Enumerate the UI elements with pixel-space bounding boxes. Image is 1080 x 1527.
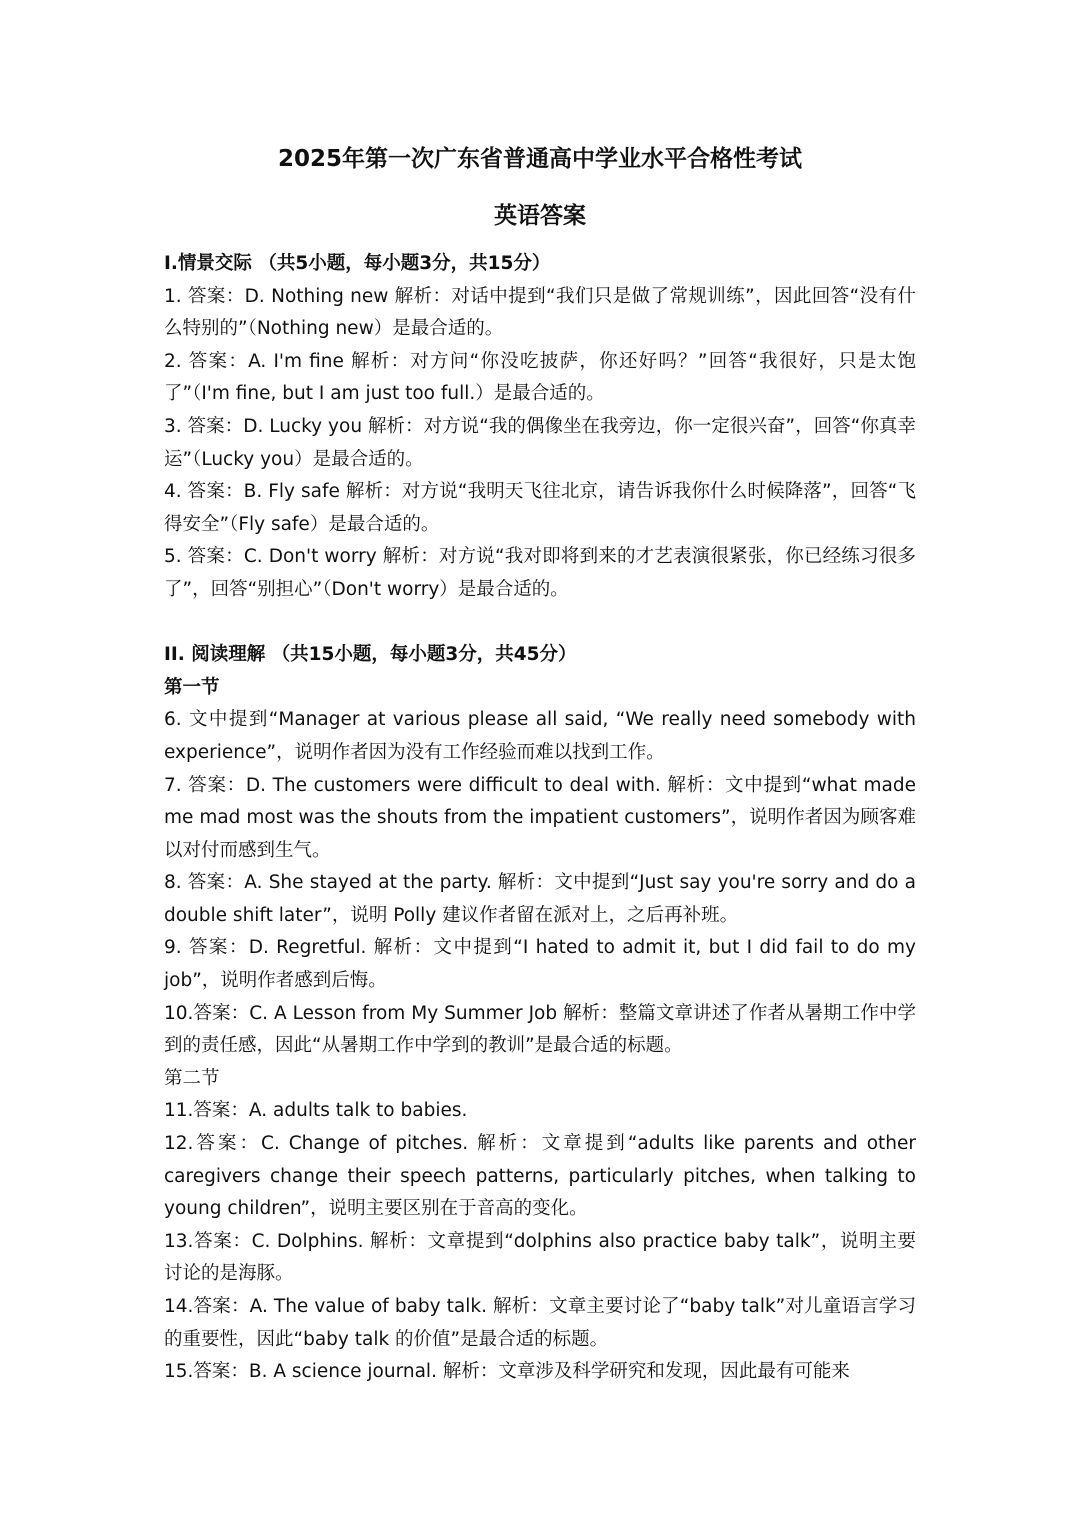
answer-item-15: 15.答案：B. A science journal. 解析：文章涉及科学研究和发现，因此最有可能来 <box>164 1361 850 1383</box>
answer-item-7: 7. 答案：D. The customers were difficult to deal with. 解析：文中提到“what made me mad most was the shouts from the impatient customers”，说明作者因为顾客难以对付而感到生气。 <box>164 774 916 861</box>
answer-item-14: 14.答案：A. The value of baby talk. 解析：文章主要讨论了“baby talk”对儿童语言学习的重要性，因此“baby talk 的价值”是最合适的标题。 <box>164 1296 916 1350</box>
answer-item-2: 2. 答案：A. I'm fine 解析：对方问“你没吃披萨，你还好吗？”回答“我很好，只是太饱了”（I'm fine, but I am just too full.）是最合适的。 <box>164 350 916 405</box>
answer-item-13: 13.答案：C. Dolphins. 解析：文章提到“dolphins also practice baby talk”，说明主要讨论的是海豚。 <box>164 1230 916 1285</box>
answer-item-8: 8. 答案：A. She stayed at the party. 解析：文中提到“Just say you're sorry and do a double shift later”，说明 Polly 建议作者留在派对上，之后再补班。 <box>164 872 916 926</box>
answer-item-3: 3. 答案：D. Lucky you 解析：对方说“我的偶像坐在我旁边，你一定很兴奋”，回答“你真幸运”（Lucky you）是最合适的。 <box>164 415 916 470</box>
section-2-heading: II. 阅读理解 （共15小题，每小题3分，共45分） <box>164 644 577 666</box>
answer-item-5: 5. 答案：C. Don't worry 解析：对方说“我对即将到来的才艺表演很紧张，你已经练习很多了”，回答“别担心”（Don't worry）是最合适的。 <box>164 546 916 600</box>
section-spacer <box>164 607 916 640</box>
answer-content <box>164 248 916 1389</box>
part-2-label: 第二节 <box>164 1067 220 1089</box>
answer-item-6: 6. 文中提到“Manager at various please all said, “We really need somebody with experience”，说明作者因为没有工作经验而难以找到工作。 <box>164 709 916 763</box>
section-1-heading: Ⅰ.情景交际 （共5小题，每小题3分，共15分） <box>164 253 551 274</box>
answer-item-12: 12.答案：C. Change of pitches. 解析：文章提到“adults like parents and other caregivers change their speech patterns, particularly pitches, when talking to young children”，说明主要区别在于音高的变化。 <box>164 1133 916 1220</box>
answer-item-9: 9. 答案：D. Regretful. 解析：文中提到“I hated to admit it, but I did fail to do my job”，说明作者感到后悔。 <box>164 937 916 992</box>
document-title: 2025年第一次广东省普通高中学业水平合格性考试 <box>277 146 802 172</box>
document-subtitle: 英语答案 <box>494 203 586 229</box>
answer-item-4: 4. 答案：B. Fly safe 解析：对方说“我明天飞往北京，请告诉我你什么时候降落”，回答“飞得安全”（Fly safe）是最合适的。 <box>164 481 916 535</box>
answer-item-1: 1. 答案：D. Nothing new 解析：对话中提到“我们只是做了常规训练”，因此回答“没有什么特别的”（Nothing new）是最合适的。 <box>164 285 916 340</box>
answer-item-11: 11.答案：A. adults talk to babies. <box>164 1100 468 1122</box>
answer-item-10: 10.答案：C. A Lesson from My Summer Job 解析：整篇文章讲述了作者从暑期工作中学到的责任感，因此“从暑期工作中学到的教训”是最合适的标题。 <box>164 1002 916 1057</box>
part-1-label: 第一节 <box>164 676 220 698</box>
